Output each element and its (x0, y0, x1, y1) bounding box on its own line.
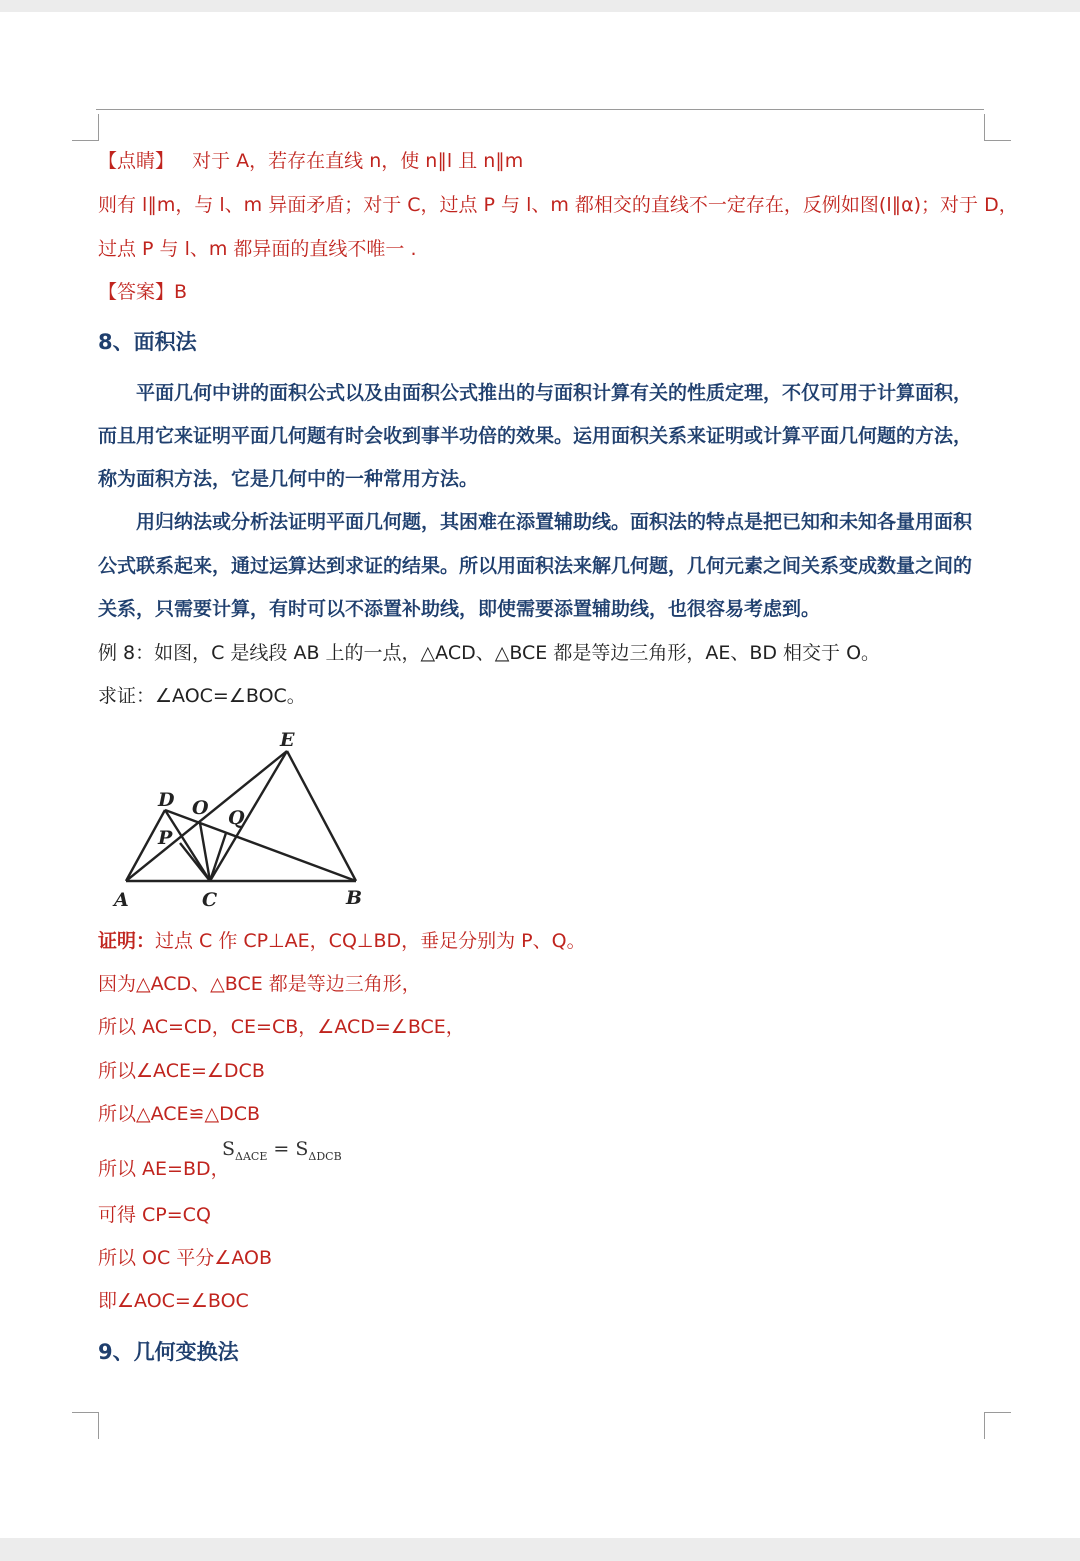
proof-line-6: 所以 AE=BD， (98, 1158, 230, 1180)
section-8-p1-line-3: 称为面积方法，它是几何中的一种常用方法。 (98, 468, 479, 490)
proof-label: 证明： (98, 930, 156, 952)
proof-line-1 (98, 928, 586, 954)
label-p: P (158, 827, 173, 849)
label-o: O (192, 797, 209, 819)
answer-line: 【答案】B (98, 281, 188, 303)
label-d: D (158, 789, 175, 811)
crop-mark-top-right (984, 114, 1011, 141)
crop-mark-top-left (72, 114, 99, 141)
proof-line-3: 所以 AC=CD，CE=CB，∠ACD=∠BCE， (98, 1016, 465, 1038)
example-line-1: 例 8：如图，C 是线段 AB 上的一点，△ACD、△BCE 都是等边三角形，AE、BD 相交于 O。 (98, 642, 881, 664)
proof-line-5: 所以△ACE≌△DCB (98, 1103, 261, 1125)
proof-first-text: 过点 C 作 CP⊥AE，CQ⊥BD，垂足分别为 P、Q。 (155, 930, 586, 952)
tip-line-3: 过点 P 与 l、m 都异面的直线不唯一 . (98, 238, 417, 260)
tip-text-1: 对于 A，若存在直线 n，使 n∥l 且 n∥m (192, 150, 524, 172)
label-a: A (114, 889, 129, 911)
proof-line-7: 可得 CP=CQ (98, 1204, 211, 1226)
segment-bd (165, 810, 356, 881)
section-9-title: 9、几何变换法 (98, 1340, 239, 1364)
section-8-p2-line-2: 公式联系起来，通过运算达到求证的结果。所以用面积法来解几何题，几何元素之间关系变成数量之间的 (98, 555, 973, 577)
area-formula: $S_{\Delta ACE} = S_{\Delta DCB}$ (222, 1138, 342, 1163)
tip-label: 【点睛】 (98, 150, 175, 172)
example-line-2: 求证：∠AOC=∠BOC。 (98, 685, 306, 707)
geometry-figure (110, 718, 380, 918)
proof-line-2: 因为△ACD、△BCE 都是等边三角形， (98, 973, 421, 995)
tip-line-1 (98, 148, 523, 174)
section-8-p2-line-3: 关系，只需要计算，有时可以不添置补助线，即使需要添置辅助线，也很容易考虑到。 (98, 598, 821, 620)
label-q: Q (228, 807, 245, 829)
proof-line-4: 所以∠ACE=∠DCB (98, 1060, 265, 1082)
section-8-p1-line-1: 平面几何中讲的面积公式以及由面积公式推出的与面积计算有关的性质定理，不仅可用于计算面积， (136, 382, 973, 404)
segment-ce (210, 751, 287, 881)
crop-mark-bottom-right (984, 1412, 1011, 1439)
section-8-p2-line-1: 用归纳法或分析法证明平面几何题，其困难在添置辅助线。面积法的特点是把已知和未知各量用面积 (136, 511, 973, 533)
label-c: C (202, 889, 218, 911)
segment-eb (287, 751, 356, 881)
section-8-title: 8、面积法 (98, 330, 197, 354)
tip-line-2: 则有 l∥m，与 l、m 异面矛盾；对于 C，过点 P 与 l、m 都相交的直线不一定存在，反例如图(l∥α)；对于 D， (98, 194, 1018, 216)
section-8-p1-line-2: 而且用它来证明平面几何题有时会收到事半功倍的效果。运用面积关系来证明或计算平面几何题的方法， (98, 425, 973, 447)
header-rule (96, 109, 984, 110)
crop-mark-bottom-left (72, 1412, 99, 1439)
proof-line-8: 所以 OC 平分∠AOB (98, 1247, 272, 1269)
label-b: B (346, 887, 363, 909)
proof-line-9: 即∠AOC=∠BOC (98, 1290, 249, 1312)
label-e: E (280, 729, 295, 751)
